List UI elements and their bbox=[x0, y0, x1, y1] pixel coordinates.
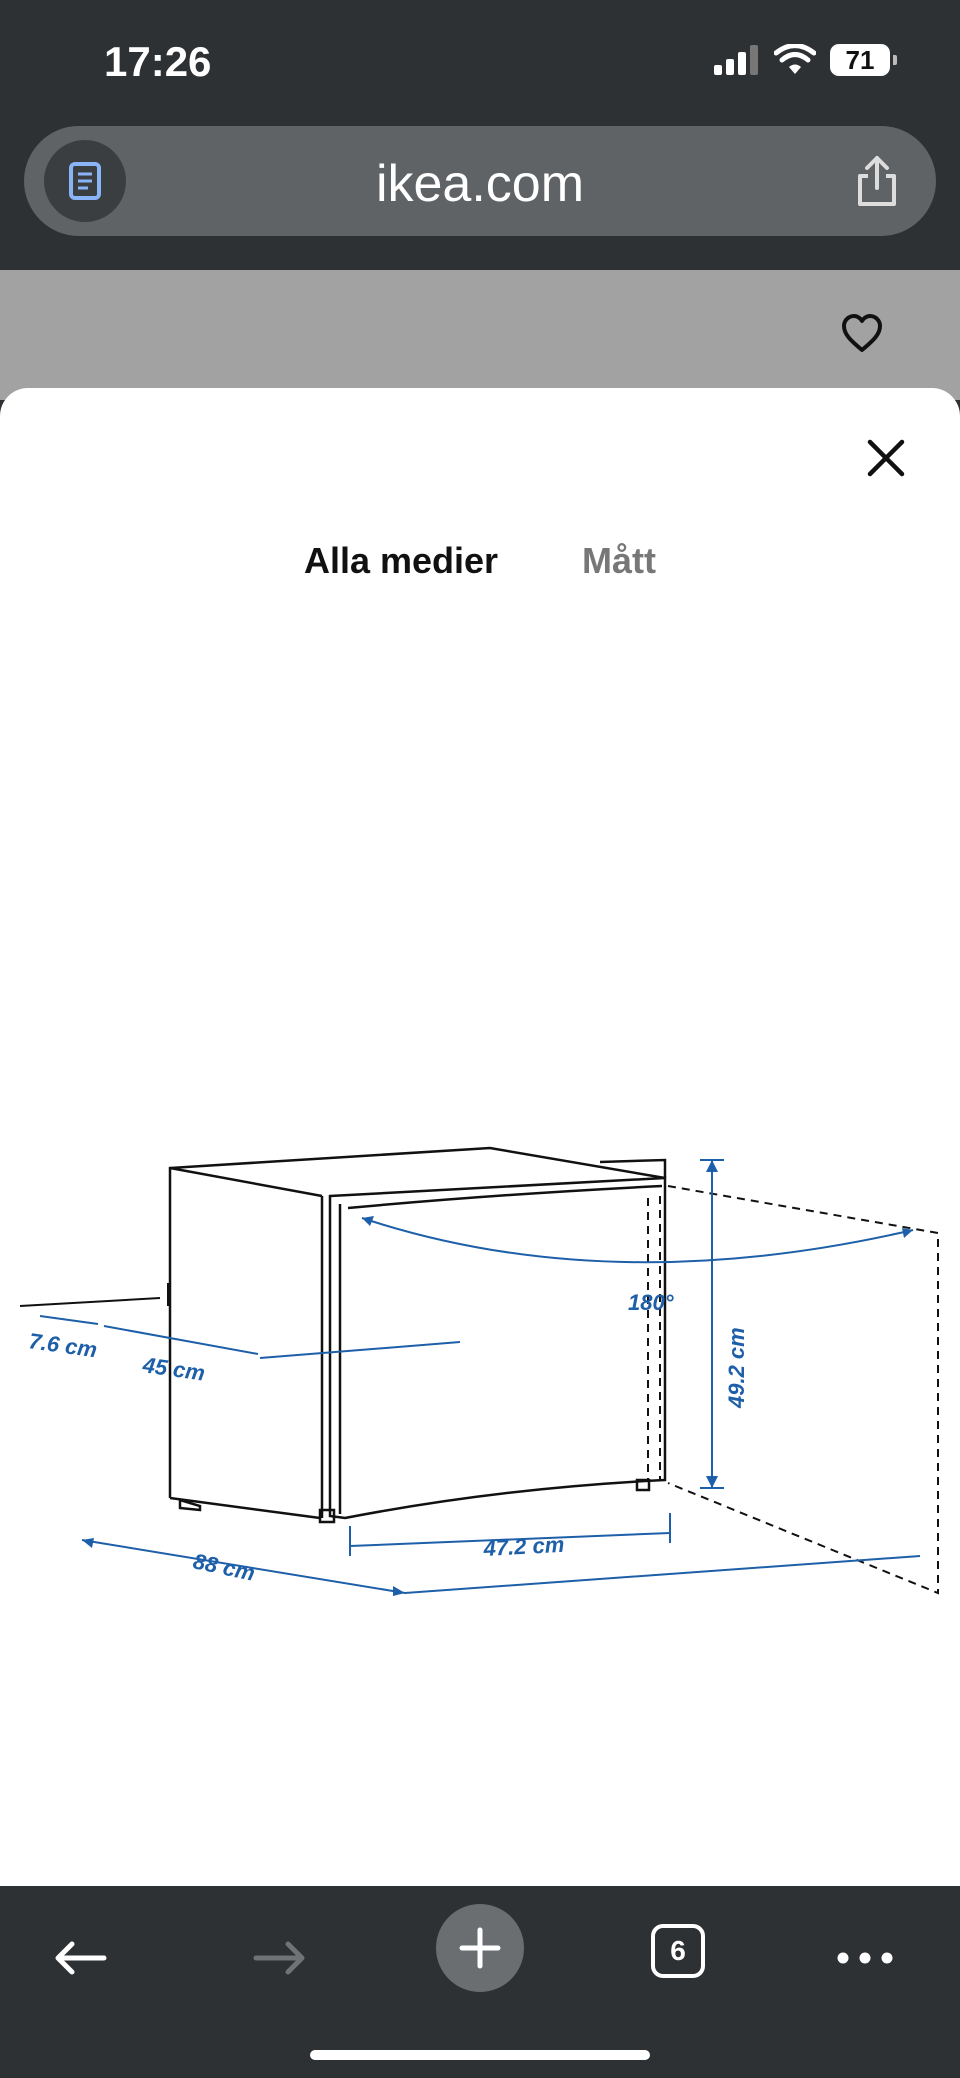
signal-icon bbox=[714, 45, 760, 75]
tab-dimensions[interactable]: Mått bbox=[582, 540, 657, 581]
tabs-count-button[interactable]: 6 bbox=[651, 1924, 705, 1978]
arrow-left-icon bbox=[50, 1938, 110, 1978]
dimension-labels bbox=[27, 1290, 749, 1586]
label-door-angle: 180° bbox=[628, 1290, 674, 1315]
label-clearance-back: 7.6 cm bbox=[27, 1328, 99, 1363]
new-tab-button[interactable] bbox=[436, 1904, 524, 1992]
address-bar[interactable] bbox=[24, 126, 936, 236]
status-icons bbox=[714, 44, 890, 76]
tab-all-media[interactable]: Alla medier bbox=[303, 540, 499, 581]
label-total-depth-open: 88 cm bbox=[190, 1548, 258, 1586]
plus-icon bbox=[458, 1926, 502, 1970]
status-bar bbox=[0, 0, 960, 120]
close-icon[interactable] bbox=[864, 436, 908, 480]
back-button[interactable] bbox=[46, 1922, 114, 1994]
favorite-heart-icon[interactable] bbox=[840, 312, 884, 356]
more-dots-icon bbox=[835, 1950, 895, 1966]
more-menu-button[interactable] bbox=[830, 1922, 900, 1994]
battery-indicator: 71 bbox=[830, 44, 890, 76]
fridge-body bbox=[170, 1148, 665, 1522]
wifi-icon bbox=[774, 44, 816, 76]
media-modal bbox=[0, 388, 960, 1888]
floor-lines bbox=[20, 1283, 168, 1306]
page-backdrop bbox=[0, 270, 960, 400]
label-height: 49.2 cm bbox=[724, 1327, 749, 1408]
fridge-dimension-diagram bbox=[0, 1048, 960, 1608]
share-icon[interactable] bbox=[848, 152, 906, 210]
url-text[interactable]: ikea.com bbox=[375, 155, 585, 213]
forward-button[interactable] bbox=[246, 1922, 314, 1994]
home-indicator[interactable] bbox=[310, 2050, 650, 2060]
media-tabs bbox=[0, 540, 960, 582]
status-time: 17:26 bbox=[104, 38, 212, 85]
label-depth: 45 cm bbox=[141, 1352, 207, 1386]
label-width: 47.2 cm bbox=[482, 1531, 565, 1561]
arrow-right-icon bbox=[250, 1938, 310, 1978]
dimension-arrowheads bbox=[82, 1160, 913, 1596]
door-swing-outline bbox=[648, 1186, 938, 1593]
